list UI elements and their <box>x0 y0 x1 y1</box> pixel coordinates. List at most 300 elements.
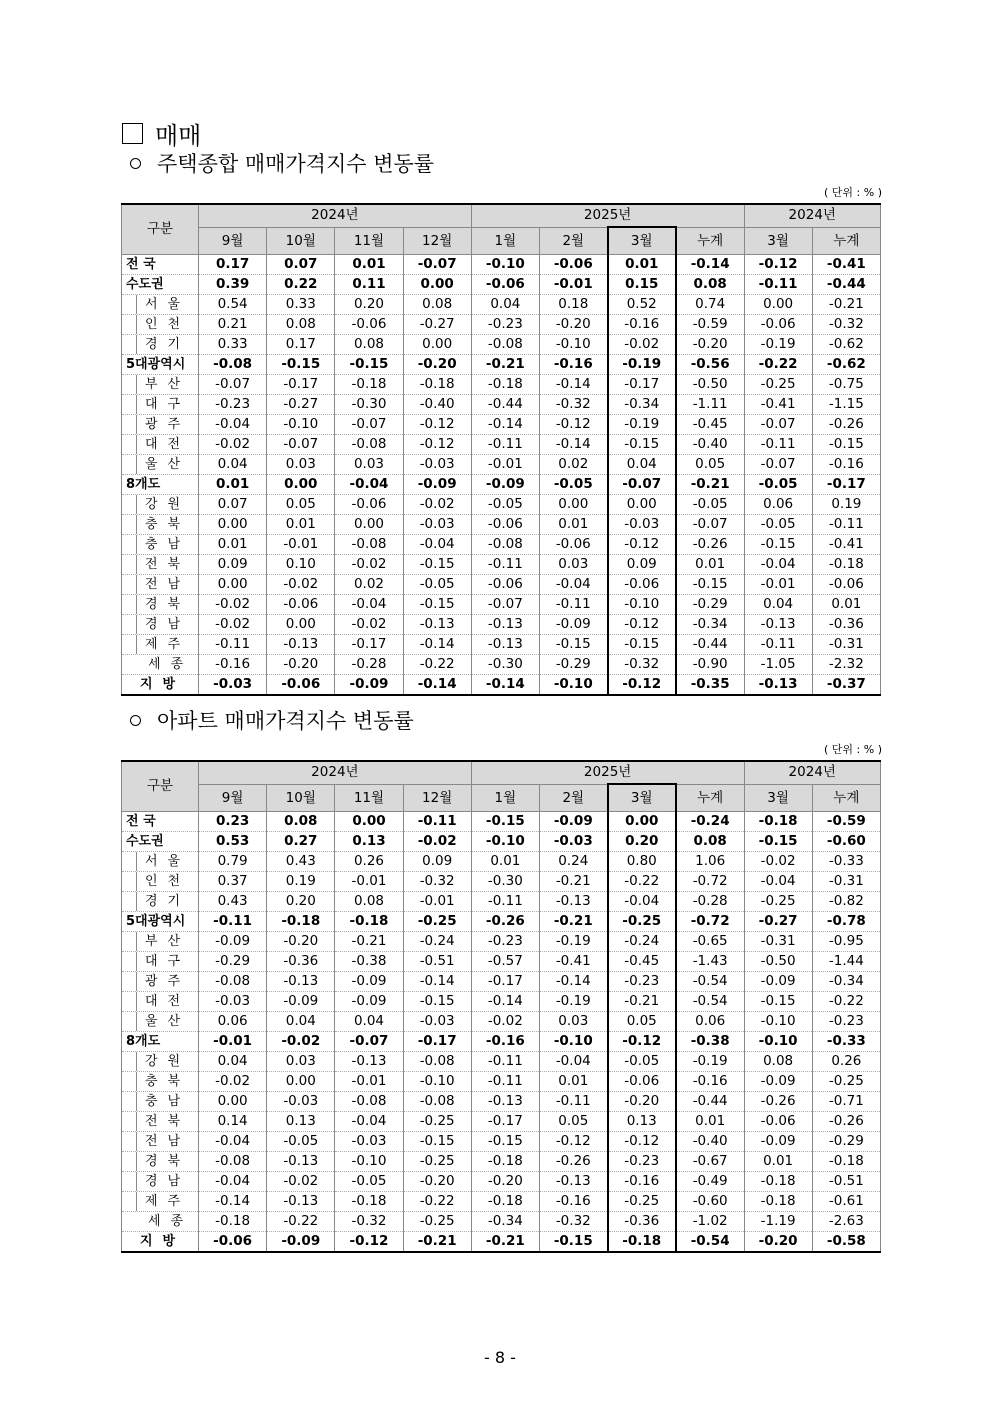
table-cell: 0.21 <box>199 315 267 335</box>
table-cell: 0.20 <box>608 832 676 852</box>
table-cell: -0.28 <box>676 892 744 912</box>
table-cell: -0.08 <box>471 535 539 555</box>
table-cell: 0.02 <box>335 575 403 595</box>
header-month: 3월 <box>608 784 676 812</box>
table-cell: -0.78 <box>812 912 880 932</box>
table-row <box>122 932 881 952</box>
row-label <box>122 495 199 515</box>
header-month: 12월 <box>403 227 471 255</box>
header-category: 구분 <box>122 204 199 255</box>
table-cell: 0.54 <box>199 295 267 315</box>
table-cell: 0.19 <box>267 872 335 892</box>
table-cell: -0.17 <box>267 375 335 395</box>
table-cell: -0.16 <box>608 315 676 335</box>
table-cell: 0.26 <box>335 852 403 872</box>
table-cell: -0.22 <box>608 872 676 892</box>
table-cell: -0.05 <box>676 495 744 515</box>
table-cell: -0.11 <box>471 555 539 575</box>
table-cell: -0.04 <box>539 575 607 595</box>
row-label <box>122 455 199 475</box>
table-cell: -0.20 <box>267 932 335 952</box>
table-cell: -0.67 <box>676 1152 744 1172</box>
row-label-text: 울산 <box>136 455 190 474</box>
table-cell: -0.22 <box>812 992 880 1012</box>
table-cell: 0.22 <box>267 275 335 295</box>
table-cell: 0.33 <box>267 295 335 315</box>
table-cell: -0.27 <box>744 912 812 932</box>
table-cell: -0.13 <box>403 615 471 635</box>
table-cell: -0.09 <box>744 1072 812 1092</box>
table-cell: 0.04 <box>335 1012 403 1032</box>
table1-title <box>130 148 434 178</box>
table2-title-text: 아파트 매매가격지수 변동률 <box>157 709 414 733</box>
table-cell: -0.41 <box>812 535 880 555</box>
table-cell: 0.79 <box>199 852 267 872</box>
table-cell: -0.02 <box>335 615 403 635</box>
table-cell: 0.04 <box>471 295 539 315</box>
table-cell: -0.15 <box>676 575 744 595</box>
header-year-group: 2024년 <box>744 761 881 784</box>
table-cell: -0.15 <box>403 595 471 615</box>
table-cell: -0.40 <box>676 1132 744 1152</box>
table-cell: -0.12 <box>608 535 676 555</box>
table-cell: -0.07 <box>335 415 403 435</box>
row-label-text: 울산 <box>136 1012 190 1031</box>
row-label <box>122 615 199 635</box>
table-cell: 0.07 <box>199 495 267 515</box>
table-cell: 0.09 <box>608 555 676 575</box>
table-cell: 0.74 <box>676 295 744 315</box>
row-label <box>122 535 199 555</box>
table-cell: -0.31 <box>812 635 880 655</box>
table-cell: -0.06 <box>744 1112 812 1132</box>
table-cell: -0.13 <box>335 1052 403 1072</box>
table-cell: 0.00 <box>403 275 471 295</box>
table-cell: 0.01 <box>676 555 744 575</box>
table2-unit: ( 단위 : % ) <box>824 743 882 756</box>
table-cell: -0.04 <box>403 535 471 555</box>
table-cell: -0.01 <box>403 892 471 912</box>
table-cell: 0.01 <box>812 595 880 615</box>
table-cell: -0.18 <box>267 912 335 932</box>
table-cell: 0.05 <box>539 1112 607 1132</box>
row-label: 5대광역시 <box>122 912 199 932</box>
table-cell: -0.36 <box>608 1212 676 1232</box>
table-cell: -0.11 <box>471 1072 539 1092</box>
row-label-text: 광주 <box>136 972 190 991</box>
table2-title <box>130 705 414 735</box>
table-cell: -0.57 <box>471 952 539 972</box>
table-cell: -0.59 <box>676 315 744 335</box>
table-cell: -0.59 <box>812 812 880 832</box>
table-cell: -0.25 <box>744 892 812 912</box>
table-cell: -0.34 <box>812 972 880 992</box>
table-cell: -0.06 <box>471 275 539 295</box>
table-cell: -0.18 <box>335 375 403 395</box>
table-cell: -0.13 <box>267 972 335 992</box>
table-row <box>122 872 881 892</box>
table1-container <box>121 203 881 696</box>
table1-unit: ( 단위 : % ) <box>824 186 882 199</box>
table-cell: -0.21 <box>539 872 607 892</box>
table-cell: 0.20 <box>267 892 335 912</box>
table-cell: -0.18 <box>812 1152 880 1172</box>
table-cell: -0.03 <box>335 1132 403 1152</box>
table-row <box>122 395 881 415</box>
table-cell: 0.01 <box>539 1072 607 1092</box>
table-cell: -0.29 <box>812 1132 880 1152</box>
table-cell: -0.10 <box>539 675 607 696</box>
header-year-group: 2024년 <box>199 204 472 227</box>
table-cell: -0.02 <box>267 575 335 595</box>
row-label: 수도권 <box>122 832 199 852</box>
table-cell: 0.37 <box>199 872 267 892</box>
table-cell: 0.03 <box>539 555 607 575</box>
table-cell: -0.30 <box>471 872 539 892</box>
table-cell: -0.05 <box>471 495 539 515</box>
table-cell: 0.08 <box>676 832 744 852</box>
table-cell: -0.23 <box>608 972 676 992</box>
row-label-text: 경기 <box>136 892 190 911</box>
row-label <box>122 635 199 655</box>
table-cell: -0.18 <box>335 912 403 932</box>
table-cell: 0.01 <box>676 1112 744 1132</box>
table-cell: -0.60 <box>676 1192 744 1212</box>
table-cell: 0.43 <box>199 892 267 912</box>
table-cell: -0.21 <box>539 912 607 932</box>
row-label <box>122 952 199 972</box>
table-cell: -0.06 <box>539 535 607 555</box>
table-cell: -0.10 <box>539 1032 607 1052</box>
table-cell: -0.13 <box>471 615 539 635</box>
table-cell: -0.14 <box>539 972 607 992</box>
table-cell: -0.25 <box>403 1152 471 1172</box>
table-cell: -0.26 <box>744 1092 812 1112</box>
table-cell: -0.45 <box>676 415 744 435</box>
table-cell: -0.32 <box>812 315 880 335</box>
table-cell: -0.18 <box>471 1192 539 1212</box>
table-cell: -0.21 <box>471 355 539 375</box>
table-row <box>122 555 881 575</box>
table-row <box>122 1172 881 1192</box>
table-cell: -0.12 <box>744 255 812 275</box>
header-month: 2월 <box>539 784 607 812</box>
table-cell: -0.10 <box>744 1032 812 1052</box>
table-cell: -0.03 <box>403 455 471 475</box>
table-cell: 0.80 <box>608 852 676 872</box>
table-cell: -0.62 <box>812 335 880 355</box>
row-label: 8개도 <box>122 1032 199 1052</box>
table-cell: -0.03 <box>199 992 267 1012</box>
table-cell: -0.18 <box>199 1212 267 1232</box>
table-cell: -0.13 <box>744 675 812 696</box>
table-cell: -0.10 <box>403 1072 471 1092</box>
table-cell: -0.03 <box>539 832 607 852</box>
table-cell: 0.27 <box>267 832 335 852</box>
table-row <box>122 435 881 455</box>
table-cell: -0.72 <box>676 872 744 892</box>
header-month: 12월 <box>403 784 471 812</box>
table-cell: -0.23 <box>471 315 539 335</box>
table-cell: -0.07 <box>267 435 335 455</box>
table-cell: -0.13 <box>539 1172 607 1192</box>
row-label <box>122 1172 199 1192</box>
table-cell: 0.00 <box>267 475 335 495</box>
table-cell: -0.09 <box>744 1132 812 1152</box>
table-cell: -0.50 <box>676 375 744 395</box>
table-cell: -0.16 <box>608 1172 676 1192</box>
table-cell: -0.08 <box>471 335 539 355</box>
table-cell: -1.02 <box>676 1212 744 1232</box>
table-cell: 0.00 <box>199 575 267 595</box>
table-cell: -0.25 <box>403 1212 471 1232</box>
header-year-group: 2025년 <box>471 204 744 227</box>
table-cell: -0.14 <box>471 675 539 696</box>
table-cell: 0.00 <box>403 335 471 355</box>
row-label <box>122 1112 199 1132</box>
table-cell: -1.43 <box>676 952 744 972</box>
row-label <box>122 555 199 575</box>
table-row <box>122 1072 881 1092</box>
table-cell: 0.00 <box>199 1092 267 1112</box>
table-cell: 0.08 <box>267 315 335 335</box>
table-cell: -0.90 <box>676 655 744 675</box>
table-cell: -0.20 <box>471 1172 539 1192</box>
table-cell: 0.04 <box>744 595 812 615</box>
row-label-text: 부산 <box>136 375 190 394</box>
table-cell: -0.10 <box>608 595 676 615</box>
table-cell: -0.04 <box>744 555 812 575</box>
table-cell: -0.25 <box>744 375 812 395</box>
row-label <box>122 852 199 872</box>
table-cell: -0.21 <box>403 1232 471 1253</box>
table-cell: -2.32 <box>812 655 880 675</box>
table-cell: -0.07 <box>744 415 812 435</box>
page-number: - 8 - <box>484 1348 516 1367</box>
table-row <box>122 812 881 832</box>
table-cell: -0.36 <box>267 952 335 972</box>
table-cell: -0.02 <box>267 1172 335 1192</box>
table-row <box>122 972 881 992</box>
table-cell: 0.00 <box>335 515 403 535</box>
table-cell: -0.20 <box>267 655 335 675</box>
table-cell: -0.01 <box>744 575 812 595</box>
table-cell: -0.20 <box>608 1092 676 1112</box>
row-label <box>122 892 199 912</box>
table-cell: -0.06 <box>199 1232 267 1253</box>
table-cell: -0.09 <box>335 992 403 1012</box>
table-cell: -0.04 <box>608 892 676 912</box>
table-cell: -0.12 <box>403 415 471 435</box>
table-cell: -0.14 <box>539 435 607 455</box>
table-cell: -0.15 <box>744 992 812 1012</box>
table-row <box>122 615 881 635</box>
table-cell: -0.25 <box>608 912 676 932</box>
table-cell: -1.44 <box>812 952 880 972</box>
table-row <box>122 1032 881 1052</box>
table-cell: -0.15 <box>403 1132 471 1152</box>
table-cell: -0.41 <box>539 952 607 972</box>
table-cell: 0.02 <box>539 455 607 475</box>
table-cell: 0.00 <box>267 615 335 635</box>
table-cell: -0.21 <box>608 992 676 1012</box>
table-cell: 0.00 <box>335 812 403 832</box>
table-row <box>122 355 881 375</box>
table-cell: -0.25 <box>403 912 471 932</box>
table-cell: -0.75 <box>812 375 880 395</box>
table-cell: -0.72 <box>676 912 744 932</box>
table-cell: 0.13 <box>267 1112 335 1132</box>
table-cell: 0.03 <box>335 455 403 475</box>
table-cell: -0.15 <box>744 832 812 852</box>
row-label <box>122 395 199 415</box>
row-label-text: 경남 <box>136 1172 190 1191</box>
table-cell: 0.05 <box>267 495 335 515</box>
table-cell: -0.49 <box>676 1172 744 1192</box>
table-cell: -0.58 <box>812 1232 880 1253</box>
table-cell: -0.19 <box>744 335 812 355</box>
header-month: 2월 <box>539 227 607 255</box>
table-cell: -0.11 <box>471 435 539 455</box>
table-cell: -0.08 <box>335 1092 403 1112</box>
checkbox-square-icon <box>122 123 143 144</box>
table-row <box>122 535 881 555</box>
table-cell: -0.30 <box>471 655 539 675</box>
table-row <box>122 335 881 355</box>
table-cell: -0.01 <box>471 455 539 475</box>
table-row <box>122 295 881 315</box>
table-cell: 0.01 <box>267 515 335 535</box>
row-label <box>122 1132 199 1152</box>
table-cell: -0.34 <box>471 1212 539 1232</box>
row-label-text: 전남 <box>136 575 190 594</box>
table-cell: -0.20 <box>403 1172 471 1192</box>
table-cell: -0.05 <box>744 515 812 535</box>
table-cell: 0.00 <box>608 495 676 515</box>
table-cell: -0.15 <box>744 535 812 555</box>
table-cell: -0.05 <box>608 1052 676 1072</box>
table-cell: -0.04 <box>199 1172 267 1192</box>
table-cell: -0.15 <box>608 635 676 655</box>
table-cell: -0.54 <box>676 1232 744 1253</box>
row-label-text: 대구 <box>136 395 190 414</box>
table-cell: -0.07 <box>608 475 676 495</box>
row-label: 8개도 <box>122 475 199 495</box>
table-cell: -0.18 <box>812 555 880 575</box>
table-cell: -0.65 <box>676 932 744 952</box>
table-cell: -0.02 <box>403 495 471 515</box>
table-cell: 0.08 <box>335 335 403 355</box>
table-cell: -0.15 <box>471 812 539 832</box>
table-cell: -0.09 <box>199 932 267 952</box>
table-cell: -0.05 <box>744 475 812 495</box>
table-cell: 0.03 <box>267 455 335 475</box>
table-cell: -0.11 <box>539 595 607 615</box>
table-cell: -0.11 <box>744 435 812 455</box>
table-cell: -0.62 <box>812 355 880 375</box>
table-cell: -0.14 <box>403 675 471 696</box>
table-cell: -0.01 <box>199 1032 267 1052</box>
table-cell: -0.02 <box>335 555 403 575</box>
table-cell: 0.13 <box>608 1112 676 1132</box>
table-row <box>122 575 881 595</box>
table2-container <box>121 760 881 1253</box>
table-cell: -0.32 <box>608 655 676 675</box>
table-cell: 0.01 <box>199 475 267 495</box>
table-cell: 0.05 <box>608 1012 676 1032</box>
row-label-text: 충북 <box>136 515 190 534</box>
table-cell: 0.01 <box>744 1152 812 1172</box>
row-label-text: 제주 <box>136 1192 190 1211</box>
table-cell: 0.18 <box>539 295 607 315</box>
table-cell: -0.02 <box>199 1072 267 1092</box>
table-cell: -0.10 <box>267 415 335 435</box>
row-label-text: 제주 <box>136 635 190 654</box>
table-cell: -0.19 <box>608 355 676 375</box>
table-cell: -0.19 <box>539 932 607 952</box>
table-cell: -0.44 <box>676 635 744 655</box>
table-cell: -0.19 <box>608 415 676 435</box>
row-label <box>122 1092 199 1112</box>
table-cell: -0.18 <box>744 1172 812 1192</box>
table-cell: -0.44 <box>471 395 539 415</box>
row-label-text: 광주 <box>136 415 190 434</box>
table-cell: -0.23 <box>199 395 267 415</box>
table-cell: -0.08 <box>403 1052 471 1072</box>
table-cell: -0.23 <box>812 1012 880 1032</box>
table-cell: 0.01 <box>608 255 676 275</box>
table-cell: -0.15 <box>812 435 880 455</box>
header-month: 3월 <box>744 227 812 255</box>
table-cell: -0.18 <box>744 812 812 832</box>
table-cell: -0.44 <box>812 275 880 295</box>
table-cell: -0.13 <box>267 635 335 655</box>
table-cell: -0.05 <box>539 475 607 495</box>
row-label <box>122 375 199 395</box>
table-cell: 0.19 <box>812 495 880 515</box>
table-cell: -0.61 <box>812 1192 880 1212</box>
table-cell: -0.17 <box>335 635 403 655</box>
table-cell: -0.26 <box>812 415 880 435</box>
row-label <box>122 1192 199 1212</box>
table-cell: -0.16 <box>539 355 607 375</box>
table-cell: -0.56 <box>676 355 744 375</box>
table-cell: -0.12 <box>608 1132 676 1152</box>
table-cell: -0.14 <box>403 635 471 655</box>
row-label: 지방 <box>122 1232 199 1253</box>
table-cell: 0.52 <box>608 295 676 315</box>
table-cell: 0.06 <box>744 495 812 515</box>
table-row <box>122 475 881 495</box>
table-cell: -0.17 <box>403 1032 471 1052</box>
table-cell: 0.03 <box>539 1012 607 1032</box>
table-cell: -0.14 <box>199 1192 267 1212</box>
table-cell: -0.20 <box>676 335 744 355</box>
table-cell: -0.07 <box>403 255 471 275</box>
table-cell: -0.71 <box>812 1092 880 1112</box>
table-row <box>122 1092 881 1112</box>
table-cell: -0.22 <box>403 655 471 675</box>
header-month: 11월 <box>335 227 403 255</box>
table-cell: -0.17 <box>608 375 676 395</box>
table-cell: -0.13 <box>744 615 812 635</box>
row-label-text: 대구 <box>136 952 190 971</box>
table-cell: -0.20 <box>403 355 471 375</box>
table-row <box>122 1152 881 1172</box>
table-cell: -0.06 <box>539 255 607 275</box>
table-cell: -0.04 <box>744 872 812 892</box>
table-row <box>122 415 881 435</box>
